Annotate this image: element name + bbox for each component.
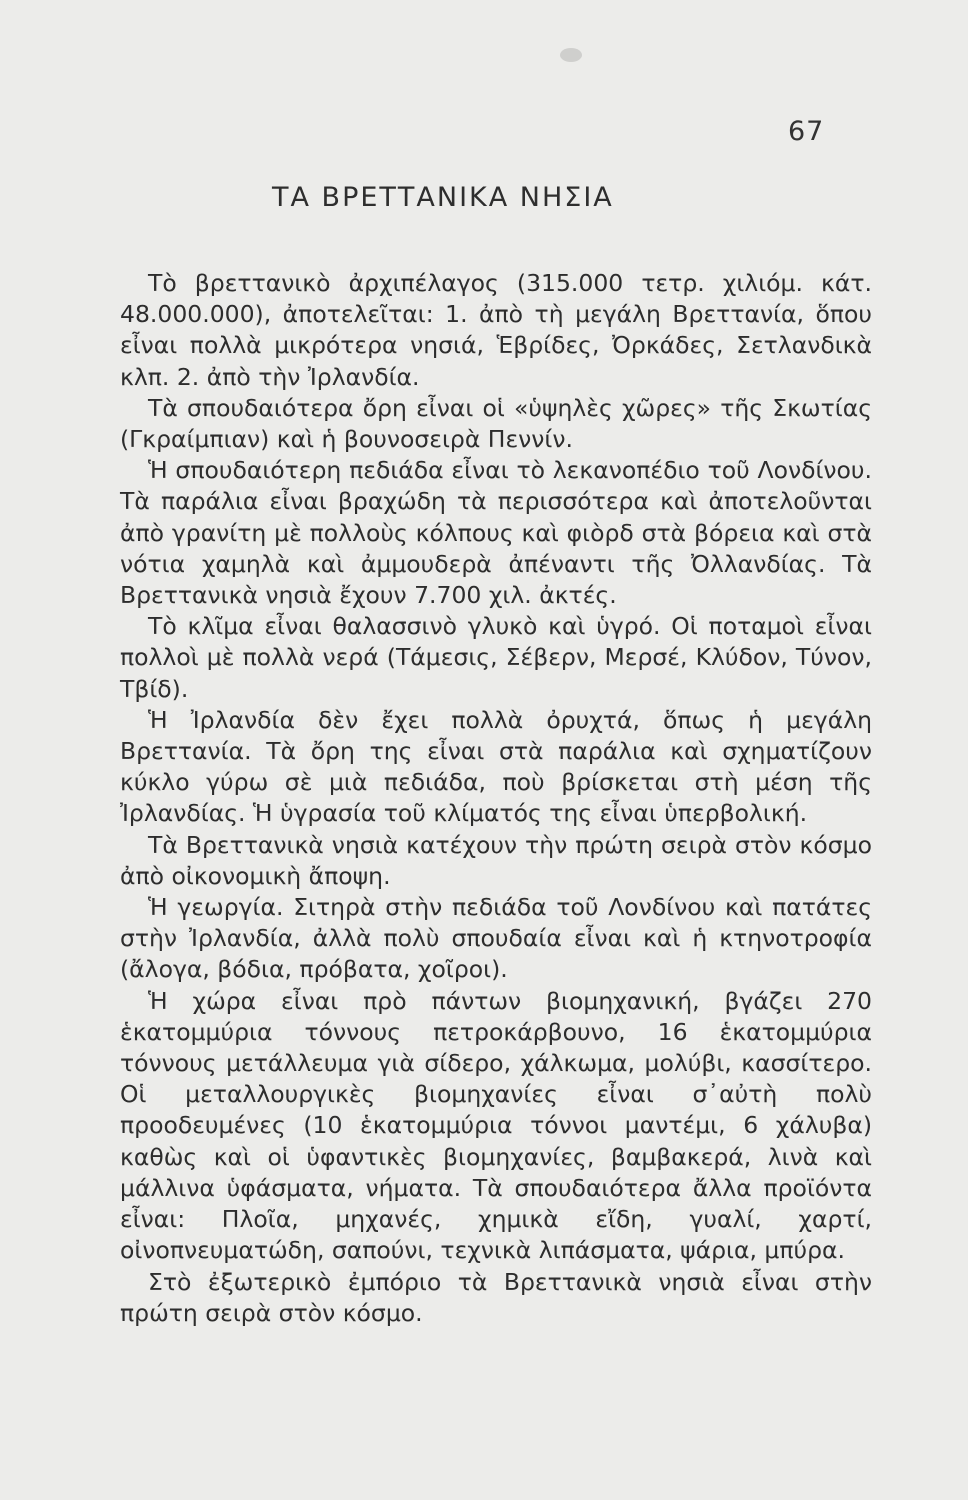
paragraph-ireland: Ἡ Ἰρλανδία δὲν ἔχει πολλὰ ὀρυχτά, ὅπως ἡ μεγάλη Βρεττανία. Τὰ ὄρη της εἶναι στὰ παράλια καὶ σχηματίζουν κύκλο γύρω σὲ μιὰ πεδιάδα, ποὺ βρίσκεται στὴ μέση τῆς Ἰρλανδίας. Ἡ ὑγρασία τοῦ κλίματός της εἶναι ὑπερβολική. — [120, 705, 872, 828]
body-text — [120, 268, 872, 1329]
paragraph-climate-rivers: Τὸ κλῖμα εἶναι θαλασσινὸ γλυκὸ καὶ ὑγρό. Οἱ ποταμοὶ εἶναι πολλοὶ μὲ πολλὰ νερά (Τάμεσις, Σέβερν, Μερσέ, Κλύδον, Τύνον, Τβίδ). — [120, 612, 872, 703]
paragraph-agriculture: Ἡ γεωργία. Σιτηρὰ στὴν πεδιάδα τοῦ Λονδίνου καὶ πατάτες στὴν Ἰρλανδία, ἀλλὰ πολὺ σπουδαία εἶναι καὶ ἡ κτηνοτροφία (ἄλογα, βόδια, πρόβατα, χοῖροι). — [120, 893, 872, 984]
page-number: 67 — [788, 116, 825, 147]
paragraph-plains-coasts: Ἡ σπουδαιότερη πεδιάδα εἶναι τὸ λεκανοπέδιο τοῦ Λονδίνου. Τὰ παράλια εἶναι βραχώδη τὰ περισσότερα καὶ ἀποτελοῦνται ἀπὸ γρανίτη μὲ πολλοὺς κόλπους καὶ φιὸρδ στὰ βόρεια καὶ στὰ νότια χαμηλὰ καὶ ἀμμουδερὰ ἀπέναντι τῆς Ὀλλανδίας. Τὰ Βρεττανικὰ νησιὰ ἔχουν 7.700 χιλ. ἀκτές. — [120, 456, 872, 610]
paragraph-economy: Τὰ Βρεττανικὰ νησιὰ κατέχουν τὴν πρώτη σειρὰ στὸν κόσμο ἀπὸ οἰκονομικὴ ἄποψη. — [120, 830, 872, 890]
paragraph-industry: Ἡ χώρα εἶναι πρὸ πάντων βιομηχανική, βγάζει 270 ἑκατομμύρια τόννους πετροκάρβουνο, 16 ἑκατομμύρια τόννους μετάλλευμα γιὰ σίδερο, χάλκωμα, μολύβι, κασσίτερο. Οἱ μεταλλουργικὲς βιομηχανίες εἶναι σ᾽αὐτὴ πολὺ προοδευμένες (10 ἑκατομμύρια τόννοι μαντέμι, 6 χάλυβα) καθὼς καὶ οἱ ὑφαντικὲς βιομηχανίες, βαμβακερά, λινὰ καὶ μάλλινα ὑφάσματα, νήματα. Τὰ σπουδαιότερα ἄλλα προϊόντα εἶναι: Πλοῖα, μηχανές, χημικὰ εἴδη, γυαλί, χαρτί, οἰνοπνευματώδη, σαπούνι, τεχνικὰ λιπάσματα, ψάρια, μπύρα. — [120, 986, 872, 1265]
ink-blot — [560, 48, 582, 62]
paragraph-archipelago: Τὸ βρεττανικὸ ἀρχιπέλαγος (315.000 τετρ. χιλιόμ. κάτ. 48.000.000), ἀποτελεῖται: 1. ἀπὸ τὴ μεγάλη Βρεττανία, ὅπου εἶναι πολλὰ μικρότερα νησιά, Ἑβρίδες, Ὀρκάδες, Σετλανδικὰ κλπ. 2. ἀπὸ τὴν Ἰρλανδία. — [120, 269, 872, 391]
paragraph-mountains: Τὰ σπουδαιότερα ὄρη εἶναι οἱ «ὑψηλὲς χῶρες» τῆς Σκωτίας (Γκραίμπιαν) καὶ ἡ βουνοσειρὰ Πεννίν. — [120, 393, 872, 454]
page-title: ΤΑ ΒΡΕΤΤΑΝΙΚΑ ΝΗΣΙΑ — [272, 182, 614, 213]
paragraph-trade: Στὸ ἐξωτερικὸ ἐμπόριο τὰ Βρεττανικὰ νησιὰ εἶναι στὴν πρώτη σειρὰ στὸν κόσμο. — [120, 1267, 872, 1327]
